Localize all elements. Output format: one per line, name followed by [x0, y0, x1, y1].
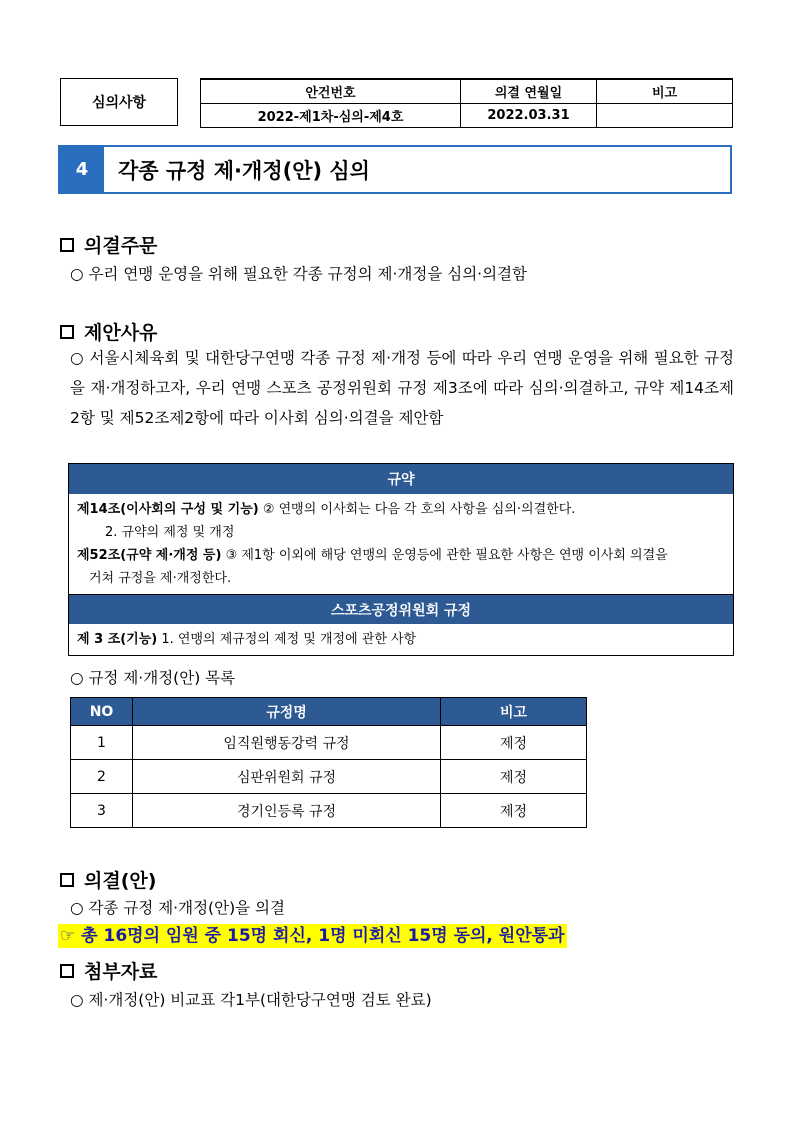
title-number: 4	[60, 147, 104, 192]
article-14	[77, 498, 725, 521]
table-row	[71, 760, 587, 794]
regulation-heading-sports-fairness: 스포츠공정위원회 규정	[69, 594, 733, 624]
regulation-list-table	[70, 697, 587, 828]
row-regulation-name: 임직원행동강력 규정	[133, 726, 441, 760]
row-no: 1	[71, 726, 133, 760]
section-heading-resolution-order	[60, 231, 157, 258]
checkbox-square-icon	[60, 873, 74, 887]
attachments-text: ○ 제·개정(안) 비교표 각1부(대한당구연맹 검토 완료)	[70, 991, 432, 1009]
resolution-draft-text: ○ 각종 규정 제·개정(안)을 의결	[70, 899, 285, 917]
col-no: NO	[71, 698, 133, 726]
agenda-info-table	[200, 78, 733, 128]
article-3-title: 제 3 조(기능)	[77, 632, 158, 647]
regulation-excerpt-box	[68, 463, 734, 656]
col-remarks: 비고	[441, 698, 587, 726]
agenda-no-value: 2022-제1차-심의-제4호	[201, 103, 461, 127]
row-regulation-name: 심판위원회 규정	[133, 760, 441, 794]
checkbox-square-icon	[60, 325, 74, 339]
article-52-continuation: 거쳐 규정을 제·개정한다.	[89, 571, 232, 586]
article-14-item: 2. 규약의 제정 및 개정	[105, 525, 235, 540]
resolution-order-text: ○ 우리 연맹 운영을 위해 필요한 각종 규정의 제·개정을 심의·의결함	[70, 265, 528, 283]
vote-result-highlight: ☞ 총 16명의 임원 중 15명 회신, 1명 미회신 15명 동의, 원안통과	[60, 926, 565, 946]
checkbox-square-icon	[60, 238, 74, 252]
article-52-text: ③ 제1항 이외에 해당 연맹의 운영등에 관한 필요한 사항은 연맹 이사회 의결을	[221, 548, 668, 563]
section-heading-attachments	[60, 957, 157, 984]
table-row	[71, 726, 587, 760]
article-3	[77, 628, 725, 651]
article-52-title: 제52조(규약 제·개정 등)	[77, 548, 222, 563]
proposal-reason-text: ○ 서울시체육회 및 대한당구연맹 각종 규정 제·개정 등에 따라 우리 연맹 운영을 위해 필요한 규정을 재·개정하고자, 우리 연맹 스포츠 공정위원회 규정 제3조에 따라 심의·의결하고, 규약 제14조제2항 및 제52조제2항에 따라 이사회 심의·의결을 제안함	[70, 349, 735, 427]
checkbox-square-icon	[60, 964, 74, 978]
article-3-text: 1. 연맹의 제규정의 제정 및 개정에 관한 사항	[157, 632, 417, 647]
remarks-value	[597, 103, 733, 127]
row-no: 3	[71, 794, 133, 828]
page-title: 각종 규정 제·개정(안) 심의	[118, 158, 370, 183]
sports-fairness-body	[69, 624, 733, 655]
category-label: 심의사항	[60, 78, 178, 126]
row-remarks: 제정	[441, 726, 587, 760]
regulation-list-caption: ○ 규정 제·개정(안) 목록	[70, 669, 236, 687]
heading-text: 제안사유	[84, 322, 158, 344]
resolution-date-value: 2022.03.31	[461, 103, 597, 127]
col-resolution-date: 의결 연월일	[461, 79, 597, 103]
col-agenda-no: 안건번호	[201, 79, 461, 103]
section-heading-proposal-reason	[60, 318, 157, 345]
table-row	[71, 794, 587, 828]
bylaws-body	[69, 494, 733, 594]
article-14-title: 제14조(이사회의 구성 및 기능)	[77, 502, 259, 517]
row-remarks: 제정	[441, 794, 587, 828]
article-52	[77, 544, 725, 567]
heading-text: 의결(안)	[84, 870, 157, 892]
col-remarks: 비고	[597, 79, 733, 103]
regulation-heading-bylaws: 규약	[69, 464, 733, 494]
section-heading-resolution-draft	[60, 866, 156, 893]
section-title-box	[58, 145, 732, 194]
heading-text: 의결주문	[84, 235, 158, 257]
row-remarks: 제정	[441, 760, 587, 794]
row-regulation-name: 경기인등록 규정	[133, 794, 441, 828]
heading-text: 첨부자료	[84, 961, 158, 983]
article-14-text: ② 연맹의 이사회는 다음 각 호의 사항을 심의·의결한다.	[258, 502, 576, 517]
col-regulation-name: 규정명	[133, 698, 441, 726]
row-no: 2	[71, 760, 133, 794]
